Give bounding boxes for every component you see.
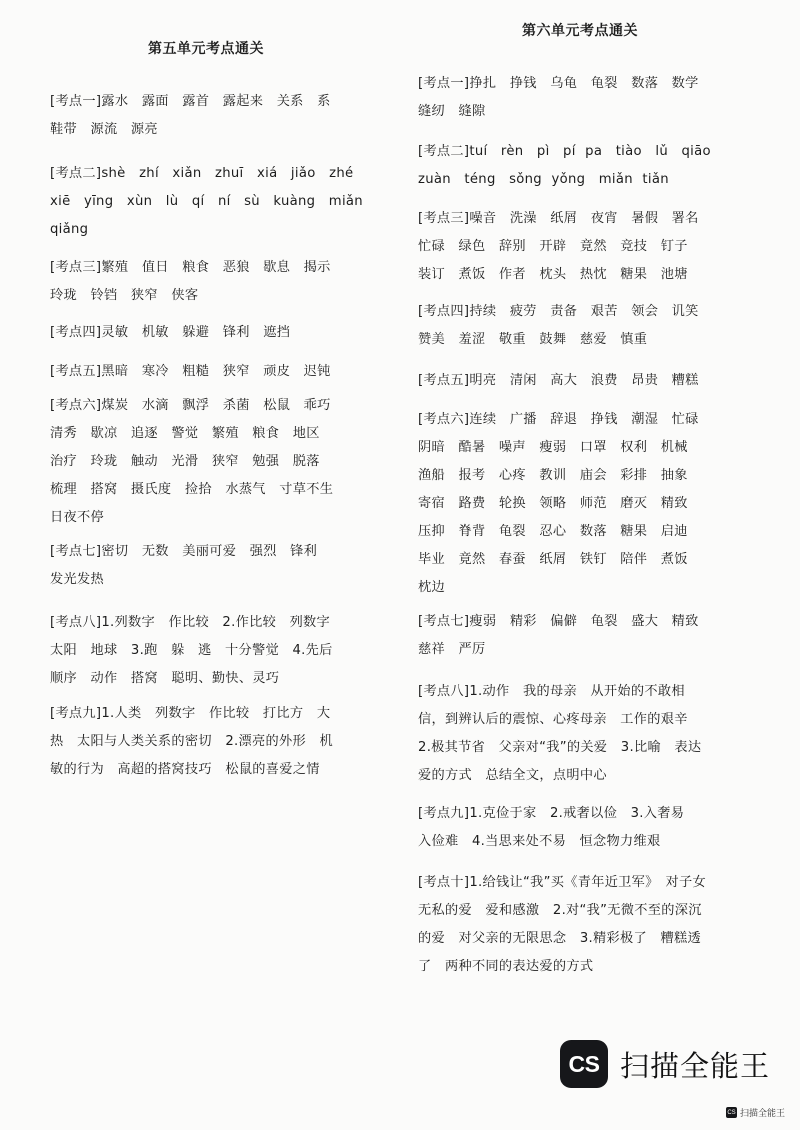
text-line: 发光发热 [50,572,104,587]
kaodian-block-6 [418,406,763,602]
cs-small-icon: CS [726,1107,737,1118]
camscanner-small-mark [726,1106,785,1119]
camscanner-logo [560,1040,770,1088]
kaodian-block-5 [418,367,763,395]
text-line: [考点四]持续 疲劳 责备 艰苦 领会 讥笑 [418,304,699,319]
text-line: 毕业 竟然 春蚕 纸屑 铁钉 陪伴 煮饭 [418,552,688,567]
text-line: [考点七]密切 无数 美丽可爱 强烈 锋利 [50,544,318,559]
text-line: 2.极其节省 父亲对“我”的关爱 3.比喻 表达 [418,740,702,755]
kaodian-block-4 [50,319,385,347]
kaodian-block-6 [50,392,385,532]
logo-text: 扫描全能王 [620,1048,771,1083]
text-line: [考点五]黑暗 寒冷 粗糙 狭窄 顽皮 迟钝 [50,364,331,379]
kaodian-block-2 [50,160,385,244]
text-line: 渔船 报考 心疼 教训 庙会 彩排 抽象 [418,468,688,483]
text-line: [考点六]煤炭 水滴 飘浮 杀菌 松鼠 乖巧 [50,398,331,413]
kaodian-block-9 [418,800,763,856]
text-line: 治疗 玲珑 触动 光滑 狭窄 勉强 脱落 [50,454,320,469]
text-line: 信，到辨认后的震惊、心疼母亲 工作的艰辛 [418,712,688,727]
text-line: [考点九]1.克俭于家 2.戒奢以俭 3.入奢易 [418,806,685,821]
text-line: [考点六]连续 广播 辞退 挣钱 潮湿 忙碌 [418,412,699,427]
kaodian-block-2 [418,138,763,194]
kaodian-block-8 [418,678,763,790]
text-line: [考点七]瘦弱 精彩 偏僻 龟裂 盛大 精致 [418,614,699,629]
text-line: 忙碌 绿色 辞别 开辟 竟然 竞技 钉子 [418,239,688,254]
text-line: 的爱 对父亲的无限思念 3.精彩极了 糟糕透 [418,931,701,946]
text-line: 寄宿 路费 轮换 领略 师范 磨灭 精致 [418,496,688,511]
text-line: [考点五]明亮 清闲 高大 浪费 昂贵 糟糕 [418,373,699,388]
text-line: 玲珑 铃铛 狭窄 侠客 [50,288,199,303]
kaodian-block-4 [418,298,763,354]
text-line: 缝纫 缝隙 [418,104,486,119]
text-line: 入俭难 4.当思来处不易 恒念物力维艰 [418,834,661,849]
text-line: [考点一]露水 露面 露首 露起来 关系 系 [50,94,331,109]
text-line: 鞋带 源流 源亮 [50,122,158,137]
unit6-title: 第六单元考点通关 [522,23,638,39]
text-line: 太阳 地球 3.跑 躲 逃 十分警觉 4.先后 [50,643,333,658]
text-line: qiǎng [50,222,89,237]
text-line: 慈祥 严厉 [418,642,486,657]
kaodian-block-1 [418,70,763,126]
kaodian-block-5 [50,358,385,386]
text-line: [考点二]tuí rèn pì pí pa tiào lǔ qiāo [418,144,711,159]
text-line: 压抑 脊背 龟裂 忍心 数落 糖果 启迪 [418,524,688,539]
text-line: zuàn téng sǒng yǒng miǎn tiǎn [418,172,669,187]
text-line: 赞美 羞涩 敬重 鼓舞 慈爱 慎重 [418,332,648,347]
text-line: 枕边 [418,580,445,595]
cs-logo-icon: CS [560,1040,608,1088]
text-line: xiē yīng xùn lù qí ní sù kuàng miǎn [50,194,363,209]
text-line: [考点八]1.动作 我的母亲 从开始的不敢相 [418,684,685,699]
text-line: [考点三]繁殖 值日 粮食 恶狼 歇息 揭示 [50,260,331,275]
small-mark-text: 扫描全能王 [740,1109,786,1119]
text-line: 爱的方式 总结全文，点明中心 [418,768,607,783]
text-line: 梳理 搭窝 摄氏度 捡拾 水蒸气 寸草不生 [50,482,334,497]
text-line: 顺序 动作 搭窝 聪明、勤快、灵巧 [50,671,280,686]
text-line: [考点三]噪音 洗澡 纸屑 夜宵 暑假 署名 [418,211,699,226]
text-line: 装订 煮饭 作者 枕头 热忱 糖果 池塘 [418,267,688,282]
text-line: [考点四]灵敏 机敏 躲避 锋利 遮挡 [50,325,291,340]
kaodian-block-10 [418,869,763,981]
text-line: [考点八]1.列数字 作比较 2.作比较 列数字 [50,615,331,630]
text-line: 清秀 歇凉 追逐 警觉 繁殖 粮食 地区 [50,426,320,441]
unit5-title: 第五单元考点通关 [148,41,264,57]
text-line: 了 两种不同的表达爱的方式 [418,959,594,974]
text-line: 敏的行为 高超的搭窝技巧 松鼠的喜爱之情 [50,762,320,777]
text-line: 无私的爱 爱和感激 2.对“我”无微不至的深沉 [418,903,702,918]
kaodian-block-8 [50,609,385,693]
text-line: 阴暗 酷暑 噪声 瘦弱 口罩 权利 机械 [418,440,688,455]
kaodian-block-7 [50,538,385,594]
text-line: [考点九]1.人类 列数字 作比较 打比方 大 [50,706,331,721]
text-line: [考点十]1.给钱让“我”买《青年近卫军》 对子女 [418,875,706,890]
kaodian-block-3 [418,205,763,289]
text-line: 热 太阳与人类关系的密切 2.漂亮的外形 机 [50,734,333,749]
kaodian-block-9 [50,700,385,784]
text-line: [考点二]shè zhí xiǎn zhuī xiá jiǎo zhé [50,166,354,181]
kaodian-block-3 [50,254,385,310]
kaodian-block-7 [418,608,763,664]
text-line: [考点一]挣扎 挣钱 乌龟 龟裂 数落 数学 [418,76,699,91]
text-line: 日夜不停 [50,510,104,525]
kaodian-block-1 [50,88,385,144]
